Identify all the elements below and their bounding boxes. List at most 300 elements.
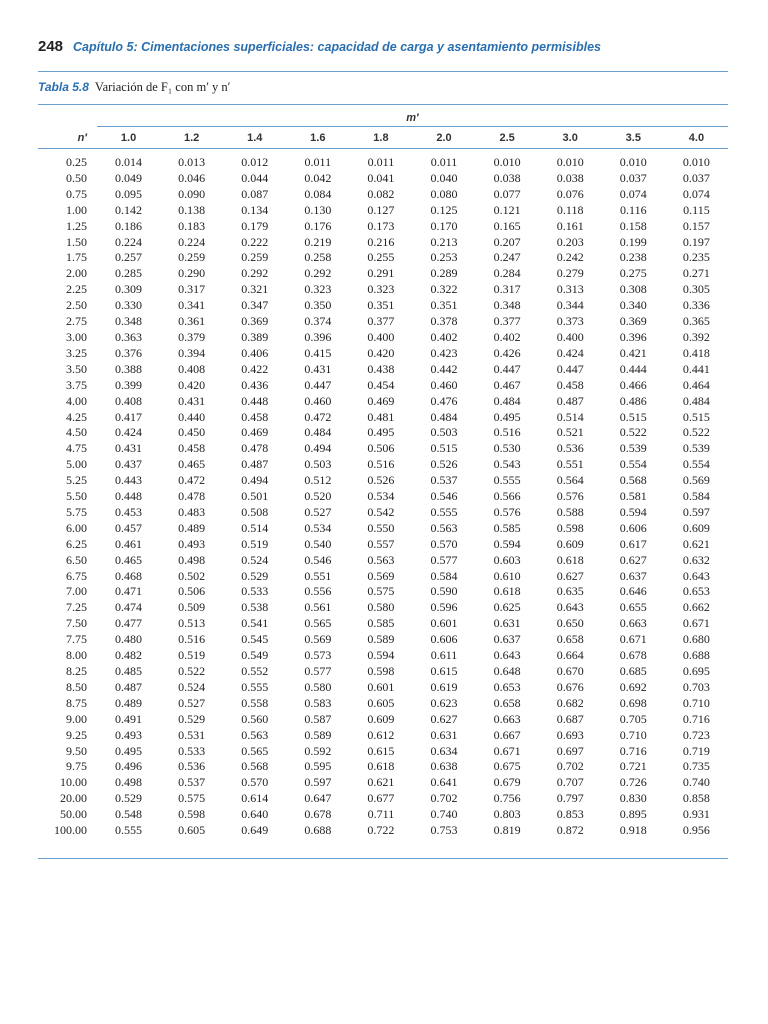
table-cell: 0.563 <box>430 520 458 535</box>
table-cell: 0.472 <box>178 473 206 488</box>
table-cell: 0.503 <box>430 425 458 440</box>
table-cell: 0.469 <box>241 425 269 440</box>
table-cell: 0.641 <box>430 775 458 790</box>
row-label-cell: 9.00 <box>66 711 87 726</box>
table-cell: 0.516 <box>493 425 521 440</box>
table-cell: 0.711 <box>367 807 395 822</box>
table-cell: 0.242 <box>556 250 584 265</box>
table-cell: 0.621 <box>682 536 710 551</box>
table-row <box>38 149 728 171</box>
row-label-cell: 6.00 <box>66 520 87 535</box>
row-label-cell: 8.25 <box>66 664 87 678</box>
table-cell: 0.493 <box>115 727 143 742</box>
running-head <box>38 38 728 62</box>
table-row <box>38 537 728 553</box>
table-cell: 0.454 <box>367 377 395 392</box>
table-cell: 0.012 <box>241 155 269 169</box>
table-cell: 0.464 <box>682 377 710 392</box>
table-cell: 0.044 <box>241 170 269 185</box>
table-cell: 0.625 <box>493 600 521 615</box>
table-cell: 0.610 <box>493 568 521 583</box>
table-cell: 0.213 <box>430 234 458 249</box>
table-cell: 0.577 <box>430 552 458 567</box>
table-cell: 0.271 <box>682 266 710 281</box>
table-cell: 0.011 <box>430 155 458 169</box>
column-header: 1.2 <box>183 132 200 144</box>
table-cell: 0.447 <box>304 377 332 392</box>
table-cell: 0.361 <box>178 314 206 329</box>
table-cell: 0.530 <box>493 441 521 456</box>
table-cell: 0.402 <box>493 329 521 344</box>
row-label-cell: 10.00 <box>60 775 87 790</box>
table-cell: 0.726 <box>619 775 647 790</box>
row-label-cell: 9.25 <box>66 727 87 742</box>
table-cell: 0.617 <box>619 536 647 551</box>
table-cell: 0.516 <box>367 457 395 472</box>
table-cell: 0.872 <box>556 823 584 838</box>
table-cell: 0.648 <box>493 664 521 678</box>
table-cell: 0.653 <box>682 584 710 599</box>
table-cell: 0.376 <box>115 345 143 360</box>
table-cell: 0.501 <box>241 489 269 504</box>
table-cell: 0.679 <box>493 775 521 790</box>
table-cell: 0.483 <box>178 504 206 519</box>
table-cell: 0.417 <box>115 409 143 424</box>
table-cell: 0.502 <box>178 568 206 583</box>
table-cell: 0.495 <box>493 409 521 424</box>
table-cell: 0.527 <box>178 695 206 710</box>
table-cell: 0.688 <box>682 648 710 663</box>
table-row <box>38 584 728 600</box>
table-cell: 0.317 <box>178 282 206 297</box>
row-label-cell: 20.00 <box>60 791 87 806</box>
table-cell: 0.498 <box>115 775 143 790</box>
table-cell: 0.042 <box>304 170 332 185</box>
table-cell: 0.605 <box>178 823 206 838</box>
table-row <box>38 235 728 251</box>
table-cell: 0.719 <box>682 743 710 758</box>
row-label-cell: 1.50 <box>66 234 87 249</box>
row-label-cell: 1.25 <box>66 218 87 233</box>
table-cell: 0.253 <box>430 250 458 265</box>
table-cell: 0.519 <box>178 648 206 663</box>
table-cell: 0.512 <box>304 473 332 488</box>
column-header: 2.0 <box>436 132 452 144</box>
table-cell: 0.199 <box>619 234 647 249</box>
table-cell: 0.531 <box>178 727 206 742</box>
table-cell: 0.467 <box>493 377 521 392</box>
table-cell: 0.540 <box>304 536 332 551</box>
table-cell: 0.566 <box>493 489 521 504</box>
table-cell: 0.740 <box>682 775 710 790</box>
table-cell: 0.527 <box>304 504 332 519</box>
table-cell: 0.522 <box>178 664 206 678</box>
table-cell: 0.680 <box>682 632 710 647</box>
row-label-cell: 8.00 <box>66 648 87 663</box>
table-cell: 0.649 <box>241 823 269 838</box>
table-cell: 0.084 <box>304 186 332 201</box>
table-cell: 0.621 <box>367 775 395 790</box>
table-cell: 0.577 <box>304 664 332 678</box>
table-cell: 0.723 <box>682 727 710 742</box>
table-cell: 0.292 <box>304 266 332 281</box>
table-cell: 0.247 <box>493 250 521 265</box>
f1-table <box>38 128 728 839</box>
table-cell: 0.408 <box>178 361 206 376</box>
table-cell: 0.819 <box>493 823 521 838</box>
table-cell: 0.183 <box>178 218 206 233</box>
table-cell: 0.011 <box>367 155 395 169</box>
table-cell: 0.495 <box>115 743 143 758</box>
table-cell: 0.388 <box>115 361 143 376</box>
table-row <box>38 664 728 680</box>
table-row <box>38 759 728 775</box>
table-cell: 0.631 <box>493 616 521 631</box>
table-cell: 0.323 <box>304 282 332 297</box>
table-cell: 0.611 <box>430 648 458 663</box>
table-cell: 0.698 <box>619 695 647 710</box>
table-cell: 0.074 <box>619 186 647 201</box>
table-cell: 0.377 <box>367 314 395 329</box>
table-cell: 0.830 <box>619 791 647 806</box>
table-cell: 0.609 <box>367 711 395 726</box>
table-cell: 0.702 <box>556 759 584 774</box>
table-row <box>38 807 728 823</box>
table-cell: 0.753 <box>430 823 458 838</box>
table-cell: 0.431 <box>178 393 206 408</box>
table-row <box>38 728 728 744</box>
table-row <box>38 569 728 585</box>
row-label-cell: 7.75 <box>66 632 87 647</box>
header-rule <box>38 71 728 72</box>
table-row <box>38 553 728 569</box>
table-cell: 0.476 <box>430 393 458 408</box>
table-cell: 0.484 <box>682 393 710 408</box>
table-cell: 0.538 <box>241 600 269 615</box>
row-label-cell: 4.00 <box>66 393 87 408</box>
table-cell: 0.321 <box>241 282 269 297</box>
table-bottom-rule <box>38 858 728 859</box>
table-cell: 0.508 <box>241 504 269 519</box>
table-cell: 0.313 <box>556 282 584 297</box>
table-cell: 0.484 <box>430 409 458 424</box>
table-cell: 0.013 <box>178 155 206 169</box>
table-cell: 0.688 <box>304 823 332 838</box>
table-cell: 0.481 <box>367 409 395 424</box>
table-cell: 0.076 <box>556 186 584 201</box>
table-cell: 0.440 <box>178 409 206 424</box>
table-cell: 0.161 <box>556 218 584 233</box>
table-cell: 0.522 <box>619 425 647 440</box>
table-cell: 0.514 <box>241 520 269 535</box>
table-cell: 0.858 <box>682 791 710 806</box>
table-cell: 0.444 <box>619 361 647 376</box>
table-cell: 0.484 <box>493 393 521 408</box>
table-cell: 0.420 <box>367 345 395 360</box>
table-cell: 0.489 <box>115 695 143 710</box>
table-cell: 0.627 <box>619 552 647 567</box>
table-cell: 0.710 <box>682 695 710 710</box>
table-cell: 0.740 <box>430 807 458 822</box>
table-cell: 0.348 <box>115 314 143 329</box>
table-cell: 0.529 <box>178 711 206 726</box>
table-cell: 0.506 <box>367 441 395 456</box>
row-label-cell: 0.75 <box>66 186 87 201</box>
table-cell: 0.090 <box>178 186 206 201</box>
table-cell: 0.537 <box>430 473 458 488</box>
table-cell: 0.125 <box>430 202 458 217</box>
table-cell: 0.554 <box>619 457 647 472</box>
table-cell: 0.460 <box>430 377 458 392</box>
table-cell: 0.675 <box>493 759 521 774</box>
table-cell: 0.014 <box>115 155 143 169</box>
table-cell: 0.618 <box>556 552 584 567</box>
table-cell: 0.638 <box>430 759 458 774</box>
table-cell: 0.563 <box>367 552 395 567</box>
table-cell: 0.448 <box>241 393 269 408</box>
table-cell: 0.647 <box>304 791 332 806</box>
table-cell: 0.520 <box>304 489 332 504</box>
table-cell: 0.441 <box>682 361 710 376</box>
table-cell: 0.581 <box>619 489 647 504</box>
group-header-rule <box>97 126 728 127</box>
table-cell: 0.197 <box>682 234 710 249</box>
table-cell: 0.918 <box>619 823 647 838</box>
table-cell: 0.692 <box>619 679 647 694</box>
table-row <box>38 791 728 807</box>
table-cell: 0.292 <box>241 266 269 281</box>
row-label-cell: 4.50 <box>66 425 87 440</box>
row-label-cell: 2.50 <box>66 298 87 313</box>
table-row <box>38 410 728 426</box>
table-cell: 0.450 <box>178 425 206 440</box>
table-cell: 0.576 <box>493 504 521 519</box>
table-cell: 0.466 <box>619 377 647 392</box>
table-cell: 0.496 <box>115 759 143 774</box>
table-row <box>38 680 728 696</box>
table-cell: 0.524 <box>241 552 269 567</box>
table-cell: 0.484 <box>304 425 332 440</box>
table-row <box>38 266 728 282</box>
row-label-cell: 5.25 <box>66 473 87 488</box>
table-cell: 0.487 <box>115 679 143 694</box>
table-cell: 0.956 <box>682 823 710 838</box>
table-cell: 0.573 <box>304 648 332 663</box>
table-cell: 0.487 <box>241 457 269 472</box>
table-cell: 0.735 <box>682 759 710 774</box>
table-cell: 0.895 <box>619 807 647 822</box>
table-cell: 0.157 <box>682 218 710 233</box>
column-header: 1.6 <box>310 132 326 144</box>
table-cell: 0.658 <box>556 632 584 647</box>
table-cell: 0.509 <box>178 600 206 615</box>
table-cell: 0.570 <box>430 536 458 551</box>
table-cell: 0.478 <box>178 489 206 504</box>
table-cell: 0.330 <box>115 298 143 313</box>
table-cell: 0.615 <box>367 743 395 758</box>
table-row <box>38 744 728 760</box>
table-cell: 0.663 <box>619 616 647 631</box>
table-cell: 0.563 <box>241 727 269 742</box>
table-cell: 0.550 <box>367 520 395 535</box>
table-cell: 0.595 <box>304 759 332 774</box>
table-cell: 0.457 <box>115 520 143 535</box>
row-label-cell: 3.50 <box>66 361 87 376</box>
table-caption-text: Variación de F₁ con m′ y n′ <box>94 80 231 94</box>
table-cell: 0.173 <box>367 218 395 233</box>
table-cell: 0.524 <box>178 679 206 694</box>
table-row <box>38 250 728 266</box>
table-cell: 0.289 <box>430 266 458 281</box>
table-row <box>38 187 728 203</box>
table-cell: 0.482 <box>115 648 143 663</box>
table-cell: 0.170 <box>430 218 458 233</box>
table-cell: 0.420 <box>178 377 206 392</box>
table-cell: 0.598 <box>367 664 395 678</box>
page-number: 248 <box>38 38 64 55</box>
row-label-cell: 6.25 <box>66 536 87 551</box>
table-cell: 0.592 <box>304 743 332 758</box>
table-cell: 0.379 <box>178 329 206 344</box>
table-cell: 0.526 <box>430 457 458 472</box>
table-cell: 0.465 <box>115 552 143 567</box>
table-cell: 0.222 <box>241 234 269 249</box>
table-cell: 0.365 <box>682 314 710 329</box>
table-cell: 0.087 <box>241 186 269 201</box>
row-label-cell: 1.00 <box>66 202 87 217</box>
table-cell: 0.219 <box>304 234 332 249</box>
table-cell: 0.597 <box>682 504 710 519</box>
table-cell: 0.664 <box>556 648 584 663</box>
table-cell: 0.598 <box>178 807 206 822</box>
table-cell: 0.400 <box>556 329 584 344</box>
table-cell: 0.203 <box>556 234 584 249</box>
table-cell: 0.541 <box>241 616 269 631</box>
table-cell: 0.546 <box>304 552 332 567</box>
table-cell: 0.519 <box>241 536 269 551</box>
table-cell: 0.216 <box>367 234 395 249</box>
table-cell: 0.224 <box>115 234 143 249</box>
table-cell: 0.695 <box>682 664 710 678</box>
table-cell: 0.721 <box>619 759 647 774</box>
table-row <box>38 282 728 298</box>
table-cell: 0.584 <box>430 568 458 583</box>
table-cell: 0.515 <box>430 441 458 456</box>
table-cell: 0.448 <box>115 489 143 504</box>
table-cell: 0.545 <box>241 632 269 647</box>
table-cell: 0.619 <box>430 679 458 694</box>
table-cell: 0.555 <box>241 679 269 694</box>
table-cell: 0.037 <box>619 170 647 185</box>
table-cell: 0.494 <box>304 441 332 456</box>
table-cell: 0.453 <box>115 504 143 519</box>
table-cell: 0.609 <box>556 536 584 551</box>
table-cell: 0.350 <box>304 298 332 313</box>
table-cell: 0.458 <box>178 441 206 456</box>
table-cell: 0.138 <box>178 202 206 217</box>
table-row <box>38 171 728 187</box>
table-cell: 0.580 <box>367 600 395 615</box>
table-cell: 0.697 <box>556 743 584 758</box>
row-label-cell: 100.00 <box>54 823 87 838</box>
row-label-cell: 5.75 <box>66 504 87 519</box>
row-label-cell: 2.00 <box>66 266 87 281</box>
table-cell: 0.716 <box>682 711 710 726</box>
table-cell: 0.687 <box>556 711 584 726</box>
table-cell: 0.521 <box>556 425 584 440</box>
table-cell: 0.568 <box>619 473 647 488</box>
table-cell: 0.498 <box>178 552 206 567</box>
table-cell: 0.363 <box>115 329 143 344</box>
table-row <box>38 600 728 616</box>
table-cell: 0.438 <box>367 361 395 376</box>
table-cell: 0.655 <box>619 600 647 615</box>
table-cell: 0.515 <box>682 409 710 424</box>
table-row <box>38 775 728 791</box>
table-cell: 0.555 <box>493 473 521 488</box>
table-cell: 0.503 <box>304 457 332 472</box>
table-cell: 0.678 <box>619 648 647 663</box>
table-cell: 0.576 <box>556 489 584 504</box>
table-cell: 0.605 <box>367 695 395 710</box>
row-label-cell: 9.75 <box>66 759 87 774</box>
table-cell: 0.010 <box>682 155 710 169</box>
table-row <box>38 362 728 378</box>
table-cell: 0.637 <box>493 632 521 647</box>
table-row <box>38 696 728 712</box>
table-cell: 0.543 <box>493 457 521 472</box>
table-cell: 0.506 <box>178 584 206 599</box>
table-cell: 0.632 <box>682 552 710 567</box>
table-cell: 0.472 <box>304 409 332 424</box>
table-cell: 0.469 <box>367 393 395 408</box>
table-cell: 0.424 <box>556 345 584 360</box>
table-cell: 0.705 <box>619 711 647 726</box>
table-cell: 0.424 <box>115 425 143 440</box>
table-row <box>38 298 728 314</box>
table-row <box>38 632 728 648</box>
row-label-cell: 3.00 <box>66 329 87 344</box>
table-cell: 0.255 <box>367 250 395 265</box>
table-cell: 0.478 <box>241 441 269 456</box>
table-cell: 0.594 <box>493 536 521 551</box>
table-cell: 0.431 <box>304 361 332 376</box>
table-cell: 0.551 <box>556 457 584 472</box>
table-cell: 0.631 <box>430 727 458 742</box>
row-label-cell: 3.75 <box>66 377 87 392</box>
table-caption <box>38 80 230 100</box>
table-cell: 0.423 <box>430 345 458 360</box>
table-cell: 0.601 <box>367 679 395 694</box>
table-cell: 0.568 <box>241 759 269 774</box>
table-cell: 0.077 <box>493 186 521 201</box>
table-cell: 0.040 <box>430 170 458 185</box>
table-cell: 0.627 <box>556 568 584 583</box>
table-cell: 0.596 <box>430 600 458 615</box>
table-cell: 0.115 <box>683 202 710 217</box>
table-cell: 0.011 <box>304 155 332 169</box>
table-cell: 0.207 <box>493 234 521 249</box>
table-row <box>38 441 728 457</box>
table-cell: 0.165 <box>493 218 521 233</box>
table-cell: 0.555 <box>115 823 143 838</box>
table-cell: 0.623 <box>430 695 458 710</box>
row-label-cell: 0.50 <box>66 170 87 185</box>
table-cell: 0.118 <box>556 202 584 217</box>
table-cell: 0.516 <box>178 632 206 647</box>
table-cell: 0.158 <box>619 218 647 233</box>
table-cell: 0.716 <box>619 743 647 758</box>
